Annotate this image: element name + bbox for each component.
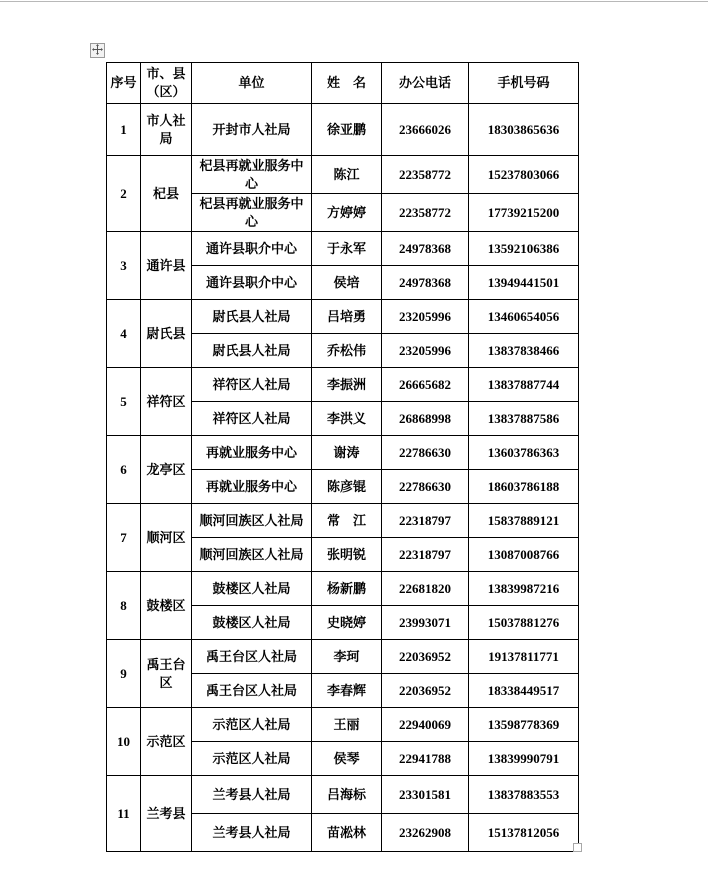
name-cell[interactable]: 陈彦锟 (312, 470, 382, 504)
unit-cell[interactable]: 顺河回族区人社局 (192, 504, 312, 538)
office-phone-cell[interactable]: 23205996 (382, 300, 469, 334)
name-cell[interactable]: 李洪义 (312, 402, 382, 436)
name-cell[interactable]: 苗凇林 (312, 814, 382, 852)
region-cell[interactable]: 禹王台区 (141, 640, 192, 708)
index-cell[interactable]: 9 (107, 640, 141, 708)
mobile-cell[interactable]: 13949441501 (469, 266, 579, 300)
table-row (107, 572, 579, 606)
unit-cell[interactable]: 示范区人社局 (192, 708, 312, 742)
office-phone-cell[interactable]: 22036952 (382, 640, 469, 674)
office-phone-cell[interactable]: 26868998 (382, 402, 469, 436)
mobile-cell[interactable]: 13603786363 (469, 436, 579, 470)
mobile-cell[interactable]: 15237803066 (469, 156, 579, 194)
office-phone-cell[interactable]: 26665682 (382, 368, 469, 402)
unit-cell[interactable]: 通许县职介中心 (192, 232, 312, 266)
table-row (107, 104, 579, 156)
region-cell[interactable]: 顺河区 (141, 504, 192, 572)
name-cell[interactable]: 吕海标 (312, 776, 382, 814)
unit-cell[interactable]: 再就业服务中心 (192, 470, 312, 504)
office-phone-cell[interactable]: 23205996 (382, 334, 469, 368)
mobile-cell[interactable]: 19137811771 (469, 640, 579, 674)
index-cell[interactable]: 2 (107, 156, 141, 232)
table-row (107, 156, 579, 194)
office-phone-cell[interactable]: 23666026 (382, 104, 469, 156)
mobile-cell[interactable]: 18303865636 (469, 104, 579, 156)
name-cell[interactable]: 于永军 (312, 232, 382, 266)
region-cell[interactable]: 杞县 (141, 156, 192, 232)
office-phone-cell[interactable]: 22681820 (382, 572, 469, 606)
unit-cell[interactable]: 鼓楼区人社局 (192, 606, 312, 640)
unit-cell[interactable]: 杞县再就业服务中心 (192, 156, 312, 194)
table-row (107, 436, 579, 470)
office-phone-cell[interactable]: 22941788 (382, 742, 469, 776)
mobile-cell[interactable]: 13839990791 (469, 742, 579, 776)
office-phone-cell[interactable]: 24978368 (382, 266, 469, 300)
unit-cell[interactable]: 兰考县人社局 (192, 776, 312, 814)
table-move-handle[interactable] (90, 43, 105, 58)
name-cell[interactable]: 李春辉 (312, 674, 382, 708)
mobile-cell[interactable]: 15037881276 (469, 606, 579, 640)
table-row (107, 504, 579, 538)
unit-cell[interactable]: 祥符区人社局 (192, 368, 312, 402)
mobile-cell[interactable]: 15137812056 (469, 814, 579, 852)
region-cell[interactable]: 兰考县 (141, 776, 192, 852)
unit-cell[interactable]: 开封市人社局 (192, 104, 312, 156)
office-phone-cell[interactable]: 22036952 (382, 674, 469, 708)
index-cell[interactable]: 10 (107, 708, 141, 776)
unit-cell[interactable]: 兰考县人社局 (192, 814, 312, 852)
index-cell[interactable]: 6 (107, 436, 141, 504)
mobile-cell[interactable]: 13087008766 (469, 538, 579, 572)
unit-cell[interactable]: 禹王台区人社局 (192, 674, 312, 708)
mobile-cell[interactable]: 13837838466 (469, 334, 579, 368)
table-row (107, 776, 579, 814)
mobile-cell[interactable]: 13839987216 (469, 572, 579, 606)
unit-cell[interactable]: 祥符区人社局 (192, 402, 312, 436)
mobile-cell[interactable]: 17739215200 (469, 194, 579, 232)
name-cell[interactable]: 侯培 (312, 266, 382, 300)
mobile-cell[interactable]: 13460654056 (469, 300, 579, 334)
name-cell[interactable]: 吕培勇 (312, 300, 382, 334)
name-cell[interactable]: 王丽 (312, 708, 382, 742)
office-phone-cell[interactable]: 22786630 (382, 470, 469, 504)
region-cell[interactable]: 市人社局 (141, 104, 192, 156)
office-phone-cell[interactable]: 23262908 (382, 814, 469, 852)
name-cell[interactable]: 方婷婷 (312, 194, 382, 232)
region-cell[interactable]: 鼓楼区 (141, 572, 192, 640)
office-phone-cell[interactable]: 24978368 (382, 232, 469, 266)
name-cell[interactable]: 李振洲 (312, 368, 382, 402)
index-cell[interactable]: 4 (107, 300, 141, 368)
unit-cell[interactable]: 鼓楼区人社局 (192, 572, 312, 606)
name-cell[interactable]: 李珂 (312, 640, 382, 674)
name-cell[interactable]: 史晓婷 (312, 606, 382, 640)
header-office-phone[interactable]: 办公电话 (382, 63, 469, 104)
unit-cell[interactable]: 尉氏县人社局 (192, 334, 312, 368)
mobile-cell[interactable]: 13837883553 (469, 776, 579, 814)
office-phone-cell[interactable]: 22358772 (382, 156, 469, 194)
header-index[interactable]: 序号 (107, 63, 141, 104)
unit-cell[interactable]: 杞县再就业服务中心 (192, 194, 312, 232)
index-cell[interactable]: 3 (107, 232, 141, 300)
office-phone-cell[interactable]: 23301581 (382, 776, 469, 814)
name-cell[interactable]: 侯琴 (312, 742, 382, 776)
index-cell[interactable]: 7 (107, 504, 141, 572)
table-row (107, 708, 579, 742)
table-row (107, 300, 579, 334)
mobile-cell[interactable]: 13837887744 (469, 368, 579, 402)
name-cell[interactable]: 常 江 (312, 504, 382, 538)
mobile-cell[interactable]: 15837889121 (469, 504, 579, 538)
contact-table (106, 62, 579, 852)
mobile-cell[interactable]: 13592106386 (469, 232, 579, 266)
name-cell[interactable]: 杨新鹏 (312, 572, 382, 606)
unit-cell[interactable]: 通许县职介中心 (192, 266, 312, 300)
office-phone-cell[interactable]: 22940069 (382, 708, 469, 742)
region-cell[interactable]: 龙亭区 (141, 436, 192, 504)
header-region[interactable]: 市、县（区） (141, 63, 192, 104)
index-cell[interactable]: 5 (107, 368, 141, 436)
region-cell[interactable]: 尉氏县 (141, 300, 192, 368)
table-row (107, 232, 579, 266)
unit-cell[interactable]: 再就业服务中心 (192, 436, 312, 470)
name-cell[interactable]: 乔松伟 (312, 334, 382, 368)
move-cross-icon (92, 42, 103, 60)
office-phone-cell[interactable]: 22318797 (382, 504, 469, 538)
mobile-cell[interactable]: 13837887586 (469, 402, 579, 436)
office-phone-cell[interactable]: 22786630 (382, 436, 469, 470)
name-cell[interactable]: 徐亚鹏 (312, 104, 382, 156)
name-cell[interactable]: 张明锐 (312, 538, 382, 572)
office-phone-cell[interactable]: 22318797 (382, 538, 469, 572)
unit-cell[interactable]: 尉氏县人社局 (192, 300, 312, 334)
contact-table-body (107, 104, 579, 852)
name-cell[interactable]: 谢涛 (312, 436, 382, 470)
region-cell[interactable]: 祥符区 (141, 368, 192, 436)
table-row (107, 640, 579, 674)
page-top-edge (0, 1, 708, 2)
mobile-cell[interactable]: 13598778369 (469, 708, 579, 742)
table-resize-handle[interactable] (573, 843, 582, 852)
office-phone-cell[interactable]: 22358772 (382, 194, 469, 232)
region-cell[interactable]: 通许县 (141, 232, 192, 300)
table-row (107, 368, 579, 402)
index-cell[interactable]: 8 (107, 572, 141, 640)
unit-cell[interactable]: 顺河回族区人社局 (192, 538, 312, 572)
header-name[interactable]: 姓 名 (312, 63, 382, 104)
region-cell[interactable]: 示范区 (141, 708, 192, 776)
unit-cell[interactable]: 禹王台区人社局 (192, 640, 312, 674)
header-unit[interactable]: 单位 (192, 63, 312, 104)
unit-cell[interactable]: 示范区人社局 (192, 742, 312, 776)
header-row (107, 63, 579, 104)
index-cell[interactable]: 11 (107, 776, 141, 852)
office-phone-cell[interactable]: 23993071 (382, 606, 469, 640)
mobile-cell[interactable]: 18603786188 (469, 470, 579, 504)
header-mobile[interactable]: 手机号码 (469, 63, 579, 104)
name-cell[interactable]: 陈江 (312, 156, 382, 194)
index-cell[interactable]: 1 (107, 104, 141, 156)
mobile-cell[interactable]: 18338449517 (469, 674, 579, 708)
